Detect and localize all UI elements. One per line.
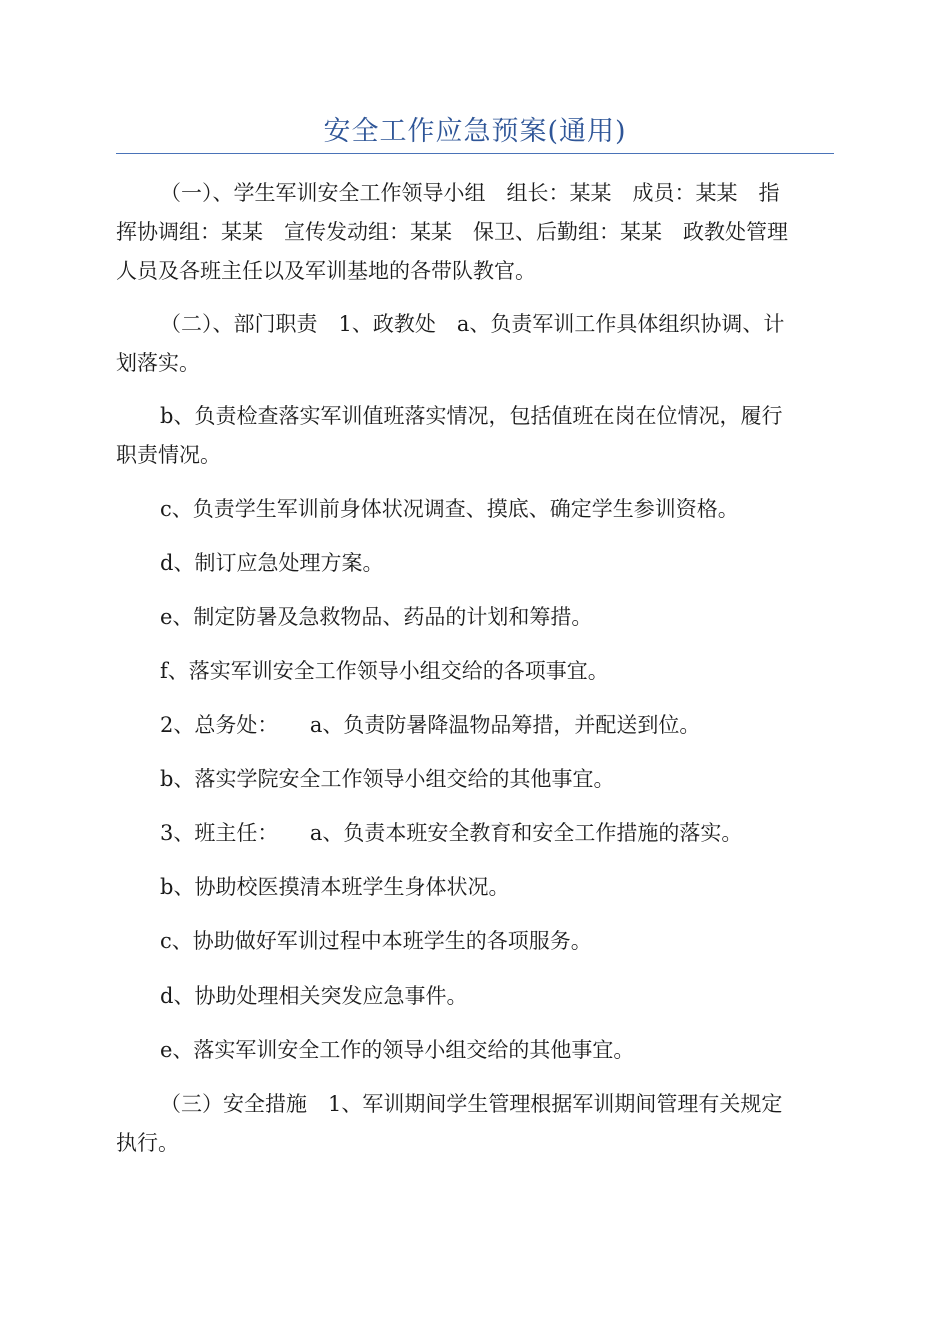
paragraph-line: b、负责检查落实军训值班落实情况，包括值班在岗在位情况，履行	[160, 404, 783, 428]
paragraph-line: 人员及各班主任以及军训基地的各带队教官。	[116, 259, 536, 283]
paragraph-class-teacher-d	[116, 977, 834, 1016]
paragraph-duty-e	[116, 598, 834, 637]
paragraph-leadership-group	[116, 174, 834, 291]
paragraph-line: 2、总务处： a、负责防暑降温物品筹措，并配送到位。	[160, 713, 701, 737]
paragraph-duty-d	[116, 544, 834, 583]
paragraph-department-duties	[116, 305, 834, 383]
paragraph-general-affairs	[116, 706, 834, 745]
paragraph-class-teacher-e	[116, 1031, 834, 1070]
paragraph-duty-f	[116, 652, 834, 691]
paragraph-line: 职责情况。	[116, 443, 221, 467]
paragraph-line: （三）安全措施 1、军训期间学生管理根据军训期间管理有关规定	[160, 1092, 783, 1116]
paragraph-line: c、负责学生军训前身体状况调查、摸底、确定学生参训资格。	[160, 497, 739, 521]
paragraph-duty-c	[116, 490, 834, 529]
paragraph-class-teacher-b	[116, 868, 834, 907]
paragraph-line: b、落实学院安全工作领导小组交给的其他事宜。	[160, 767, 615, 791]
paragraph-general-affairs-b	[116, 760, 834, 799]
paragraph-line: e、落实军训安全工作的领导小组交给的其他事宜。	[160, 1038, 635, 1062]
title-underline	[116, 153, 834, 154]
paragraph-line: b、协助校医摸清本班学生身体状况。	[160, 875, 510, 899]
paragraph-line: 执行。	[116, 1131, 179, 1155]
paragraph-line: c、协助做好军训过程中本班学生的各项服务。	[160, 929, 592, 953]
paragraph-line: （一）、学生军训安全工作领导小组 组长：某某 成员：某某 指	[160, 181, 780, 205]
paragraph-line: （二）、部门职责 1、政教处 a、负责军训工作具体组织协调、计	[160, 312, 785, 336]
paragraph-safety-measures	[116, 1085, 834, 1163]
paragraph-class-teacher-c	[116, 922, 834, 961]
document-title: 安全工作应急预案(通用)	[323, 116, 627, 147]
paragraph-line: 3、班主任： a、负责本班安全教育和安全工作措施的落实。	[160, 821, 743, 845]
paragraph-line: f、落实军训安全工作领导小组交给的各项事宜。	[160, 659, 609, 683]
paragraph-duty-b	[116, 397, 834, 475]
paragraph-line: d、制订应急处理方案。	[160, 551, 384, 575]
paragraph-line: e、制定防暑及急救物品、药品的计划和筹措。	[160, 605, 593, 629]
paragraph-class-teacher	[116, 814, 834, 853]
paragraph-line: d、协助处理相关突发应急事件。	[160, 984, 468, 1008]
paragraph-line: 划落实。	[116, 351, 200, 375]
paragraph-line: 挥协调组：某某 宣传发动组：某某 保卫、后勤组：某某 政教处管理	[116, 220, 788, 244]
